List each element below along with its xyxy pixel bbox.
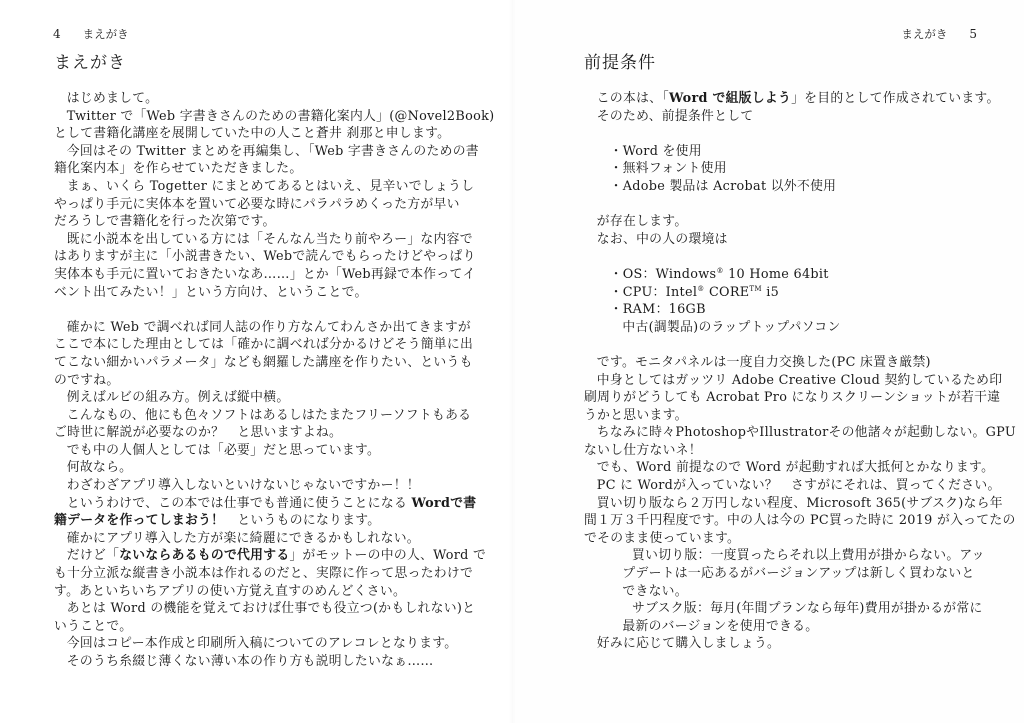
- text-segment: 何故なら。: [66, 460, 133, 476]
- text-segment: ベント出てみたい！」という方向け、ということで。: [54, 284, 368, 300]
- text-line: [54, 319, 474, 337]
- text-segment: 好みに応じて購入しましょう。: [596, 636, 781, 652]
- text-segment: やっぱり手元に実体本を置いて必要な時にパラパラめくった方が早い: [54, 196, 460, 212]
- text-segment: プデートは一応あるがバージョンアップは新しく買わないと: [622, 566, 975, 582]
- text-segment: 実体本も手元に置いておきたいなあ……」とか「Web再録で本作ってイ: [54, 266, 476, 282]
- text-segment: 最新のバージョンを使用できる。: [622, 618, 819, 634]
- text-line: [584, 319, 994, 337]
- text-line: [584, 231, 994, 249]
- text-segment: サブスク版：毎月(年間プランなら毎年)費用が掛かるが常に: [632, 601, 983, 617]
- text-line: [54, 495, 477, 513]
- text-segment: そのため、前提条件として: [596, 108, 754, 124]
- text-segment: こんなもの、他にも色々ソフトはあるしはたまたフリーソフトもある: [66, 407, 472, 423]
- body-text: [54, 90, 495, 671]
- page-number: 4: [53, 27, 61, 41]
- text-line: [54, 90, 474, 108]
- text-line: [54, 442, 474, 460]
- text-line: [54, 653, 474, 671]
- text-segment: この本は、「: [596, 91, 669, 106]
- text-line: [584, 108, 994, 126]
- text-line: [584, 635, 994, 653]
- text-segment: なお、中の人の環境は: [596, 231, 728, 247]
- text-line: [584, 160, 994, 178]
- text-line: [54, 160, 474, 178]
- text-line: [584, 512, 1016, 530]
- text-segment: 確かに Web で調べれば同人誌の作り方なんてわんさか出てきますが: [66, 319, 472, 335]
- text-segment: も十分立派な縦書き小説本は作れるのだと、実際に作って思ったわけで: [54, 566, 474, 582]
- text-line: [54, 547, 487, 565]
- text-line: [584, 372, 1003, 390]
- text-segment: はありますが主に「小説書きたい、Webで読んでもらったけどやっぱり: [54, 249, 476, 265]
- text-segment: i5: [761, 284, 780, 300]
- text-segment: でそのまま使っています。: [584, 530, 741, 546]
- text-segment: できない。: [622, 583, 688, 599]
- text-line: [584, 477, 1001, 495]
- blank-line: [584, 248, 994, 266]
- text-segment: 確かにアプリ導入した方が楽に綺麗にできるかもしれない。: [66, 530, 420, 546]
- text-line: [54, 635, 474, 653]
- text-line: [54, 178, 474, 196]
- text-segment: そのうち糸綴じ薄くない薄い本の作り方も説明したいなぁ……: [66, 654, 434, 669]
- text-segment: ここで本にした理由としては「確かに調べれば分かるけどそう簡単に出: [54, 337, 474, 353]
- text-line: [584, 442, 994, 460]
- text-line: [54, 231, 474, 249]
- running-head-left: [53, 26, 129, 42]
- text-line: [584, 459, 994, 477]
- text-line: [584, 618, 994, 636]
- running-head-title: まえがき: [82, 27, 129, 41]
- text-segment: 中身としてはガッツリ Adobe Creative Cloud 契約しているため印: [596, 372, 1003, 388]
- superscript: TM: [749, 284, 762, 293]
- text-segment: 今回はコピー本作成と印刷所入稿についてのアレコレとなります。: [66, 636, 458, 652]
- text-line: [584, 213, 994, 231]
- text-segment: ちなみに時々PhotoshopやIllustratorその他諸々が起動しない。GPU: [596, 425, 1016, 441]
- text-segment: いうことで。: [54, 618, 133, 634]
- text-segment: のですね。: [54, 372, 120, 388]
- text-line: [54, 512, 474, 530]
- text-line: [54, 196, 474, 214]
- text-segment: あとは Word の機能を覚えておけば仕事でも役立つ(かもしれない)と: [66, 601, 476, 617]
- superscript: ®: [716, 266, 724, 275]
- text-line: [54, 565, 474, 583]
- text-segment: ・無料フォント使用: [609, 161, 727, 177]
- text-segment: まぁ、いくら Togetter にまとめてあるとはいえ、見辛いでしょうし: [66, 178, 475, 194]
- text-segment: す。あといちいちアプリの使い方覚え直すのめんどくさい。: [54, 583, 407, 599]
- text-segment: だけど「: [66, 548, 120, 564]
- text-line: [584, 565, 994, 583]
- text-segment: 刷周りがどうしても Acrobat Pro になりスクリーンショットが若干違: [584, 390, 1001, 406]
- text-segment: 今回はその Twitter まとめを再編集し、「Web 字書きさんのための書: [66, 143, 479, 159]
- text-segment: というわけで、この本では仕事でも普通に使うことになる: [66, 495, 412, 511]
- text-segment: だろうしで書籍化を行った次第です。: [54, 214, 276, 230]
- text-segment: ないし仕方ないネ！: [584, 442, 702, 458]
- text-line: [54, 407, 474, 425]
- blank-line: [584, 196, 994, 214]
- text-segment: 既に小説本を出している方には「そんなん当たり前やろー」な内容で: [66, 231, 473, 247]
- text-segment: ご時世に解説が必要なのか？ と思いますよね。: [54, 425, 343, 441]
- running-head-title: まえがき: [901, 27, 948, 41]
- text-segment: 中古(調製品)のラップトップパソコン: [622, 319, 841, 335]
- text-segment: CORE: [704, 284, 750, 300]
- text-segment: 10 Home 64bit: [723, 266, 829, 282]
- text-line: [54, 600, 474, 618]
- superscript: ®: [697, 284, 705, 293]
- running-head-right: [901, 26, 977, 42]
- text-segment: 間１万３千円程度です。中の人は今の PC買った時に 2019 が入ってたの: [584, 513, 1016, 529]
- text-line: [584, 354, 994, 372]
- text-line: [54, 389, 474, 407]
- text-line: [584, 266, 994, 284]
- text-line: [54, 213, 474, 231]
- text-line: [584, 530, 994, 548]
- text-segment: というものになります。: [224, 513, 381, 529]
- text-segment: として書籍化講座を展開していた中の人こと蒼井 刹那と申します。: [54, 126, 451, 142]
- text-line: [54, 266, 474, 284]
- text-line: [584, 178, 994, 196]
- emphasis-text: Word で組版しよう: [668, 91, 792, 106]
- text-line: [584, 407, 994, 425]
- text-segment: ・Adobe 製品は Acrobat 以外不使用: [609, 178, 837, 194]
- right-page: [512, 0, 1024, 723]
- emphasis-text: ないならあるもので代用する: [119, 548, 290, 564]
- text-line: [584, 495, 1003, 513]
- body-text: [584, 90, 1016, 653]
- text-line: [54, 372, 474, 390]
- emphasis-text: Wordで書: [411, 495, 477, 511]
- text-segment: ・CPU：Intel: [609, 284, 698, 300]
- text-line: [54, 530, 474, 548]
- section-title: まえがき: [54, 53, 126, 73]
- text-line: [584, 600, 994, 618]
- text-line: [54, 284, 474, 302]
- emphasis-text: 籍データを作ってしまおう！: [54, 513, 225, 529]
- text-line: [54, 143, 479, 161]
- text-line: [54, 336, 474, 354]
- text-segment: Twitter で「Web 字書きさんのための書籍化案内人」(@Novel2Book): [66, 108, 495, 124]
- text-line: [54, 125, 474, 143]
- gutter: [508, 0, 516, 723]
- text-segment: が存在します。: [596, 214, 688, 230]
- text-line: [584, 143, 994, 161]
- text-segment: 例えばルビの組み方。例えば縦中横。: [66, 390, 290, 406]
- blank-line: [54, 301, 474, 319]
- text-segment: 」がモットーの中の人、Word で: [289, 548, 487, 564]
- text-line: [54, 354, 474, 372]
- text-segment: ・OS：Windows: [609, 266, 717, 282]
- text-line: [54, 583, 474, 601]
- text-segment: 買い切り版：一度買ったらそれ以上費用が掛からない。アッ: [632, 548, 985, 564]
- text-segment: 」を目的として作成されています。: [791, 91, 1000, 106]
- text-segment: でも中の人個人としては「必要」だと思っています。: [66, 442, 381, 458]
- text-line: [584, 301, 994, 319]
- text-segment: ・Word を使用: [609, 143, 702, 159]
- text-segment: です。モニタパネルは一度自力交換した(PC 床置き厳禁): [596, 354, 931, 370]
- text-segment: わざわざアプリ導入しないといけないじゃないですかー！！: [66, 478, 420, 494]
- blank-line: [584, 125, 994, 143]
- text-line: [54, 424, 474, 442]
- text-segment: 籍化案内本」を作らせていただきました。: [54, 161, 303, 177]
- blank-line: [584, 336, 994, 354]
- text-line: [54, 477, 474, 495]
- text-line: [584, 389, 1001, 407]
- text-line: [54, 108, 495, 126]
- text-line: [54, 248, 474, 266]
- text-line: [584, 547, 994, 565]
- text-line: [54, 618, 474, 636]
- text-segment: 買い切り版なら２万円しない程度、Microsoft 365(サブスク)なら年: [596, 495, 1003, 511]
- text-segment: てこない細かいパラメータ」なども網羅した講座を作りたい、というも: [54, 354, 473, 370]
- text-segment: PC に Wordが入っていない？ さすがにそれは、買ってください。: [596, 478, 1001, 494]
- text-segment: でも、Word 前提なので Word が起動すれば大抵何とかなります。: [596, 460, 995, 476]
- text-segment: はじめまして。: [66, 91, 159, 106]
- section-title: 前提条件: [584, 53, 656, 73]
- text-line: [54, 459, 474, 477]
- text-line: [584, 90, 1000, 108]
- text-line: [584, 424, 1016, 442]
- text-segment: うかと思います。: [584, 407, 688, 423]
- text-segment: ・RAM：16GB: [609, 302, 706, 318]
- text-line: [584, 583, 994, 601]
- text-line: [584, 284, 994, 302]
- page-number: 5: [969, 27, 977, 41]
